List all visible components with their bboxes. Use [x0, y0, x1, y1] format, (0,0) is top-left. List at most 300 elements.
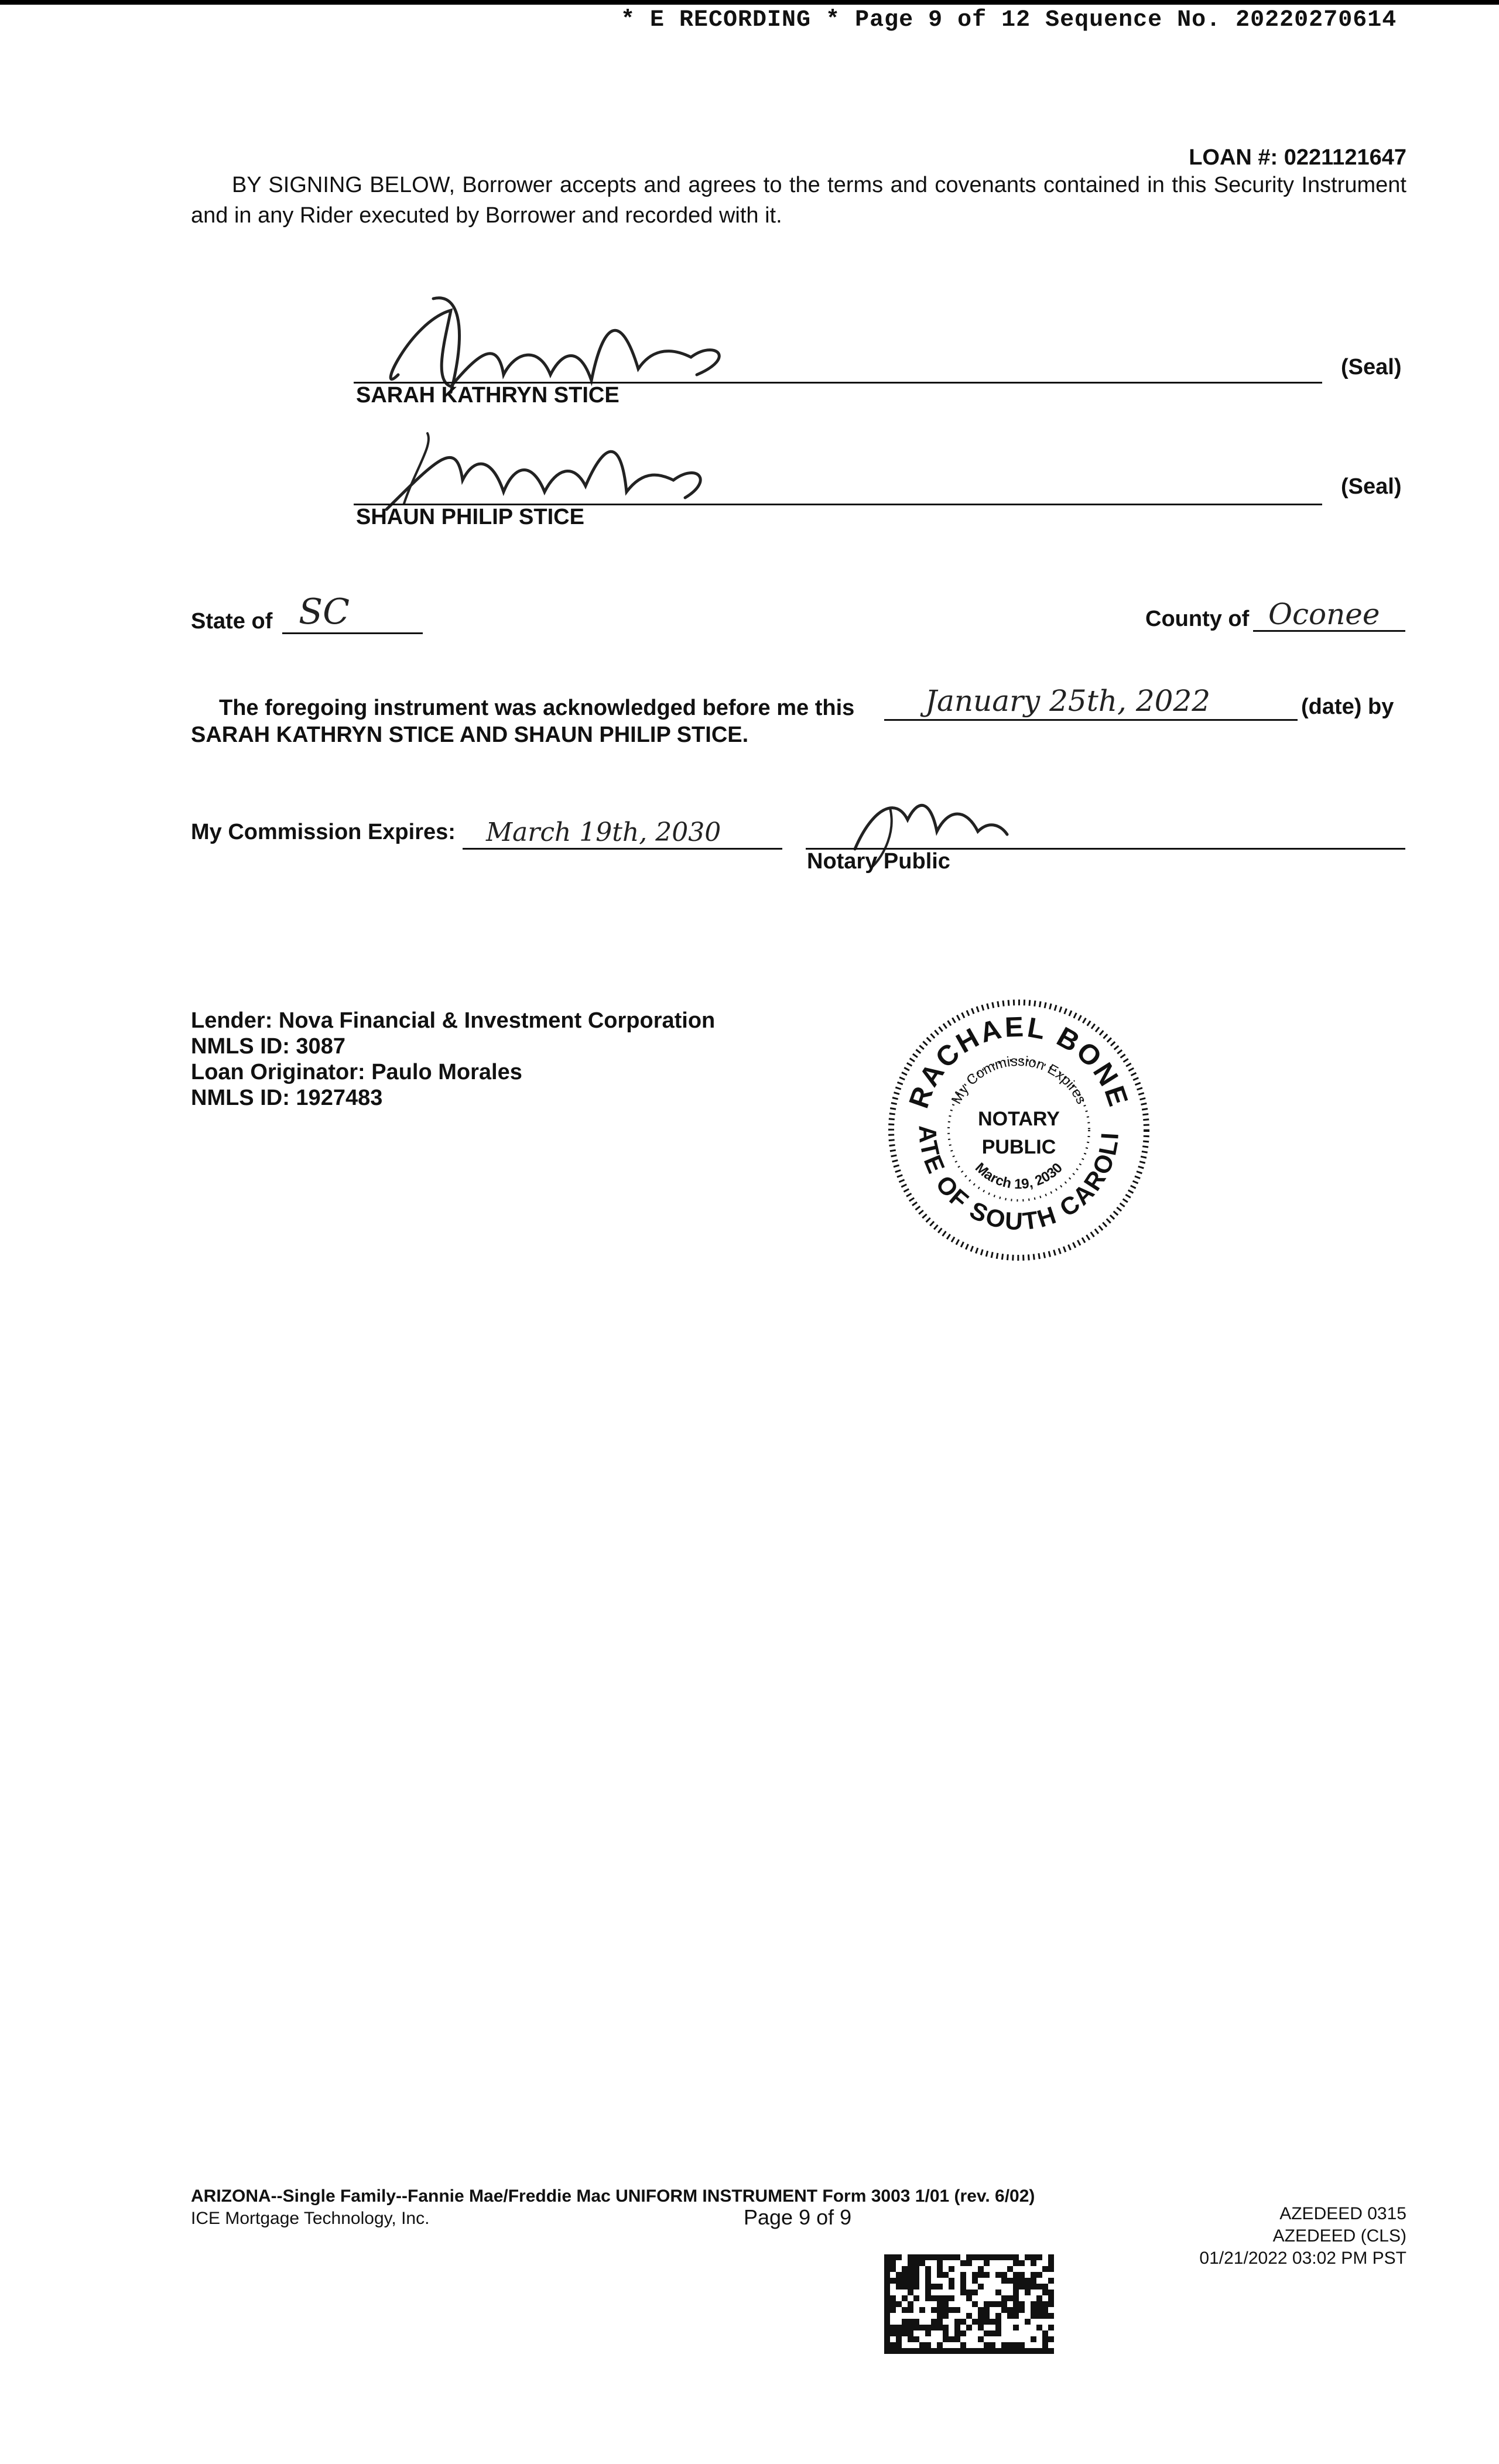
barcode-cell [1042, 2301, 1048, 2307]
barcode-cell [978, 2325, 984, 2330]
barcode-cell [884, 2301, 890, 2307]
barcode-cell [896, 2254, 902, 2260]
barcode-cell [919, 2307, 925, 2313]
barcode-cell [908, 2307, 913, 2313]
barcode-cell [1031, 2348, 1036, 2354]
barcode-cell [884, 2290, 890, 2295]
barcode-cell [902, 2272, 908, 2278]
footer-form-line: ARIZONA--Single Family--Fannie Mae/Freddie Mac UNIFORM INSTRUMENT Form 3003 1/01 (rev. 6/02) [191, 2186, 1035, 2206]
barcode-cell [931, 2284, 937, 2290]
barcode-cell [1025, 2254, 1031, 2260]
barcode-cell [937, 2325, 943, 2330]
barcode-cell [943, 2330, 949, 2336]
barcode-cell [1007, 2307, 1013, 2313]
barcode-cell [990, 2330, 995, 2336]
barcode-cell [1007, 2254, 1013, 2260]
barcode-cell [890, 2330, 896, 2336]
barcode-cell [978, 2313, 984, 2319]
barcode-cell [978, 2284, 984, 2290]
barcode-cell [1001, 2342, 1007, 2348]
barcode-cell [995, 2290, 1001, 2295]
barcode-cell [943, 2348, 949, 2354]
barcode-cell [1048, 2278, 1054, 2284]
barcode-cell [902, 2307, 908, 2313]
barcode-cell [1019, 2284, 1025, 2290]
barcode-cell [925, 2278, 931, 2284]
barcode-cell [978, 2336, 984, 2342]
barcode-cell [1001, 2278, 1007, 2284]
barcode-cell [1042, 2336, 1048, 2342]
loan-number: LOAN #: 0221121647 [1189, 145, 1406, 170]
barcode-cell [890, 2295, 896, 2301]
barcode-cell [960, 2348, 966, 2354]
barcode-cell [884, 2348, 890, 2354]
barcode-cell [1007, 2342, 1013, 2348]
barcode-cell [1013, 2307, 1019, 2313]
barcode-cell [884, 2295, 890, 2301]
barcode-cell [1048, 2313, 1054, 2319]
barcode-cell [1031, 2301, 1036, 2307]
date-line [884, 719, 1298, 721]
barcode-cell [984, 2348, 990, 2354]
barcode-cell [896, 2301, 902, 2307]
barcode-cell [902, 2284, 908, 2290]
barcode-cell [1031, 2254, 1036, 2260]
barcode-cell [925, 2266, 931, 2272]
barcode-cell [966, 2295, 972, 2301]
seal-public: PUBLIC [981, 1136, 1056, 1158]
barcode-cell [949, 2295, 954, 2301]
barcode-cell [1031, 2307, 1036, 2313]
barcode-cell [960, 2260, 966, 2266]
barcode-cell [960, 2272, 966, 2278]
barcode-cell [1048, 2301, 1054, 2307]
state-value: SC [299, 591, 350, 632]
barcode-cell [937, 2254, 943, 2260]
barcode-cell [990, 2348, 995, 2354]
barcode-cell [978, 2254, 984, 2260]
barcode-cell [1013, 2260, 1019, 2266]
notary-public-label: Notary Public [807, 849, 950, 874]
signing-paragraph: BY SIGNING BELOW, Borrower accepts and agrees to the terms and covenants contained in this Security Instrument and in any Rider executed by Borrower and recorded with it. [191, 173, 1406, 228]
lender-nmls: NMLS ID: 3087 [191, 1034, 345, 1059]
barcode-cell [995, 2301, 1001, 2307]
commission-label: My Commission Expires: [191, 820, 456, 844]
barcode-cell [908, 2336, 913, 2342]
barcode-cell [1001, 2348, 1007, 2354]
barcode-cell [1031, 2313, 1036, 2319]
barcode-cell [925, 2295, 931, 2301]
barcode-cell [1013, 2313, 1019, 2319]
barcode-cell [1036, 2272, 1042, 2278]
barcode-cell [884, 2307, 890, 2313]
barcode-cell [1048, 2260, 1054, 2266]
county-label: County of [1145, 607, 1250, 631]
barcode-cell [908, 2319, 913, 2325]
barcode-cell [1001, 2272, 1007, 2278]
barcode-cell [908, 2325, 913, 2330]
barcode-cell [908, 2330, 913, 2336]
signer-name-2: SHAUN PHILIP STICE [356, 505, 584, 529]
barcode-cell [890, 2266, 896, 2272]
barcode-cell [931, 2319, 937, 2325]
barcode-cell [1019, 2307, 1025, 2313]
barcode-cell [995, 2319, 1001, 2325]
barcode-cell [908, 2301, 913, 2307]
barcode-cell [902, 2348, 908, 2354]
barcode-cell [960, 2278, 966, 2284]
barcode-cell [902, 2266, 908, 2272]
barcode-cell [954, 2307, 960, 2313]
barcode-cell [949, 2348, 954, 2354]
barcode-cell [937, 2319, 943, 2325]
barcode-cell [896, 2325, 902, 2330]
barcode-cell [1042, 2348, 1048, 2354]
barcode-cell [937, 2260, 943, 2266]
seal-label-2: (Seal) [1341, 474, 1402, 499]
barcode-cell [931, 2325, 937, 2330]
footer-code-2: AZEDEED (CLS) [1272, 2226, 1406, 2246]
barcode-cell [884, 2342, 890, 2348]
seal-commission: My Commission Expires [948, 1053, 1090, 1107]
barcode-cell [925, 2348, 931, 2354]
barcode-cell [1013, 2272, 1019, 2278]
svg-text:My Commission Expires [949, 1053, 1090, 1107]
barcode-cell [984, 2307, 990, 2313]
barcode-cell [884, 2330, 890, 2336]
barcode-2d [884, 2254, 1054, 2354]
barcode-cell [943, 2325, 949, 2330]
footer-code-1: AZEDEED 0315 [1279, 2204, 1406, 2223]
barcode-cell [1031, 2336, 1036, 2342]
barcode-cell [1025, 2290, 1031, 2295]
barcode-cell [1025, 2348, 1031, 2354]
barcode-cell [1042, 2330, 1048, 2336]
barcode-cell [896, 2278, 902, 2284]
notary-seal-stamp [874, 973, 1154, 1265]
barcode-cell [1001, 2307, 1007, 2313]
barcode-cell [1025, 2319, 1031, 2325]
barcode-cell [1042, 2290, 1048, 2295]
barcode-cell [913, 2319, 919, 2325]
barcode-cell [995, 2330, 1001, 2336]
barcode-cell [966, 2290, 972, 2295]
barcode-cell [1036, 2301, 1042, 2307]
barcode-cell [972, 2254, 978, 2260]
barcode-cell [1019, 2348, 1025, 2354]
barcode-cell [1048, 2290, 1054, 2295]
barcode-cell [908, 2272, 913, 2278]
barcode-cell [931, 2254, 937, 2260]
footer-page-number: Page 9 of 9 [744, 2205, 852, 2229]
barcode-cell [890, 2325, 896, 2330]
barcode-cell [937, 2266, 943, 2272]
barcode-cell [896, 2348, 902, 2354]
barcode-cell [984, 2330, 990, 2336]
barcode-cell [1036, 2307, 1042, 2313]
barcode-cell [925, 2330, 931, 2336]
barcode-cell [1036, 2295, 1042, 2301]
barcode-cell [960, 2319, 966, 2325]
barcode-cell [1013, 2254, 1019, 2260]
barcode-cell [913, 2284, 919, 2290]
barcode-cell [1025, 2284, 1031, 2290]
barcode-cell [943, 2307, 949, 2313]
barcode-cell [954, 2330, 960, 2336]
barcode-cell [978, 2319, 984, 2325]
barcode-cell [978, 2272, 984, 2278]
barcode-cell [1013, 2301, 1019, 2307]
svg-text:March 19, 2030 [972, 1160, 1066, 1192]
acknowledgment-text: The foregoing instrument was acknowledged before me this [219, 696, 855, 720]
barcode-cell [890, 2260, 896, 2266]
barcode-cell [960, 2284, 966, 2290]
state-label: State of [191, 609, 273, 634]
barcode-cell [908, 2278, 913, 2284]
barcode-cell [1048, 2325, 1054, 2330]
barcode-cell [937, 2313, 943, 2319]
barcode-cell [966, 2325, 972, 2330]
barcode-cell [1025, 2278, 1031, 2284]
barcode-cell [1001, 2295, 1007, 2301]
barcode-cell [972, 2272, 978, 2278]
barcode-cell [913, 2325, 919, 2330]
barcode-cell [1013, 2295, 1019, 2301]
barcode-cell [884, 2260, 890, 2266]
state-line [282, 632, 423, 634]
barcode-cell [925, 2342, 931, 2348]
recording-header: * E RECORDING * Page 9 of 12 Sequence No. 20220270614 [621, 7, 1397, 33]
barcode-cell [902, 2325, 908, 2330]
barcode-cell [937, 2348, 943, 2354]
barcode-cell [990, 2301, 995, 2307]
barcode-cell [954, 2254, 960, 2260]
barcode-cell [913, 2260, 919, 2266]
barcode-cell [913, 2266, 919, 2272]
barcode-cell [1007, 2278, 1013, 2284]
barcode-cell [1007, 2348, 1013, 2354]
barcode-cell [890, 2254, 896, 2260]
barcode-cell [937, 2301, 943, 2307]
barcode-cell [913, 2254, 919, 2260]
barcode-cell [1019, 2272, 1025, 2278]
barcode-cell [1048, 2295, 1054, 2301]
barcode-cell [896, 2336, 902, 2342]
barcode-cell [984, 2319, 990, 2325]
barcode-cell [1013, 2290, 1019, 2295]
commission-date: March 19th, 2030 [486, 817, 721, 847]
barcode-cell [990, 2342, 995, 2348]
barcode-cell [931, 2295, 937, 2301]
barcode-cell [943, 2295, 949, 2301]
barcode-cell [937, 2272, 943, 2278]
barcode-cell [990, 2254, 995, 2260]
barcode-cell [931, 2307, 937, 2313]
barcode-cell [960, 2290, 966, 2295]
barcode-cell [937, 2307, 943, 2313]
barcode-cell [984, 2301, 990, 2307]
seal-label-1: (Seal) [1341, 355, 1402, 379]
barcode-cell [931, 2348, 937, 2354]
barcode-cell [1036, 2325, 1042, 2330]
barcode-cell [884, 2325, 890, 2330]
barcode-cell [1031, 2284, 1036, 2290]
barcode-cell [984, 2342, 990, 2348]
barcode-cell [896, 2342, 902, 2348]
barcode-cell [937, 2284, 943, 2290]
barcode-cell [1036, 2284, 1042, 2290]
barcode-cell [949, 2278, 954, 2284]
barcode-cell [943, 2254, 949, 2260]
barcode-cell [913, 2348, 919, 2354]
barcode-cell [1042, 2342, 1048, 2348]
barcode-cell [925, 2254, 931, 2260]
barcode-cell [925, 2284, 931, 2290]
barcode-cell [978, 2307, 984, 2313]
barcode-cell [943, 2313, 949, 2319]
seal-notary: NOTARY [978, 1108, 1060, 1130]
loan-originator: Loan Originator: Paulo Morales [191, 1060, 522, 1084]
barcode-cell [1048, 2254, 1054, 2260]
barcode-cell [919, 2260, 925, 2266]
barcode-cell [1042, 2284, 1048, 2290]
barcode-cell [949, 2266, 954, 2272]
barcode-cell [902, 2278, 908, 2284]
barcode-cell [1013, 2348, 1019, 2354]
barcode-cell [902, 2319, 908, 2325]
barcode-cell [890, 2342, 896, 2348]
barcode-cell [1019, 2342, 1025, 2348]
barcode-cell [884, 2278, 890, 2284]
barcode-cell [984, 2272, 990, 2278]
barcode-cell [902, 2330, 908, 2336]
barcode-cell [1019, 2278, 1025, 2284]
commission-line [463, 848, 782, 850]
barcode-cell [896, 2284, 902, 2290]
acknowledged-names: SARAH KATHRYN STICE AND SHAUN PHILIP STICE. [191, 723, 749, 747]
barcode-cell [995, 2325, 1001, 2330]
barcode-cell [995, 2272, 1001, 2278]
date-suffix: (date) by [1301, 694, 1394, 719]
barcode-cell [890, 2301, 896, 2307]
barcode-cell [966, 2260, 972, 2266]
seal-name: RACHAEL BONE [903, 1011, 1135, 1113]
barcode-cell [919, 2254, 925, 2260]
seal-date: March 19, 2030 [972, 1159, 1066, 1193]
barcode-cell [972, 2290, 978, 2295]
barcode-cell [1031, 2272, 1036, 2278]
barcode-cell [1036, 2313, 1042, 2319]
barcode-cell [1048, 2336, 1054, 2342]
barcode-cell [990, 2319, 995, 2325]
barcode-cell [1042, 2313, 1048, 2319]
barcode-cell [972, 2348, 978, 2354]
barcode-cell [913, 2278, 919, 2284]
barcode-cell [972, 2319, 978, 2325]
barcode-cell [908, 2284, 913, 2290]
barcode-cell [890, 2307, 896, 2313]
barcode-cell [890, 2278, 896, 2284]
barcode-cell [943, 2336, 949, 2342]
county-value: Oconee [1268, 597, 1380, 631]
barcode-cell [913, 2295, 919, 2301]
barcode-cell [884, 2284, 890, 2290]
barcode-cell [925, 2272, 931, 2278]
barcode-cell [1042, 2266, 1048, 2272]
barcode-cell [1013, 2325, 1019, 2330]
barcode-cell [995, 2348, 1001, 2354]
barcode-cell [943, 2301, 949, 2307]
seal-state: STATE OF SOUTH CAROLINA [874, 973, 1124, 1236]
barcode-cell [913, 2272, 919, 2278]
barcode-cell [1031, 2260, 1036, 2266]
barcode-cell [966, 2348, 972, 2354]
barcode-cell [908, 2260, 913, 2266]
barcode-cell [978, 2348, 984, 2354]
top-border [0, 0, 1499, 5]
barcode-cell [984, 2260, 990, 2266]
barcode-cell [960, 2330, 966, 2336]
barcode-cell [925, 2325, 931, 2330]
barcode-cell [954, 2348, 960, 2354]
barcode-cell [1013, 2284, 1019, 2290]
barcode-cell [884, 2336, 890, 2342]
barcode-cell [954, 2325, 960, 2330]
barcode-cell [884, 2319, 890, 2325]
barcode-cell [995, 2313, 1001, 2319]
barcode-cell [884, 2272, 890, 2278]
footer-timestamp: 01/21/2022 03:02 PM PST [1199, 2249, 1406, 2268]
barcode-cell [949, 2284, 954, 2290]
barcode-cell [884, 2313, 890, 2319]
barcode-cell [908, 2266, 913, 2272]
barcode-cell [890, 2348, 896, 2354]
barcode-cell [1036, 2254, 1042, 2260]
barcode-cell [937, 2295, 943, 2301]
barcode-cell [984, 2313, 990, 2319]
barcode-cell [949, 2307, 954, 2313]
barcode-cell [954, 2336, 960, 2342]
barcode-cell [1048, 2348, 1054, 2354]
barcode-cell [1042, 2307, 1048, 2313]
barcode-cell [954, 2319, 960, 2325]
barcode-cell [1013, 2342, 1019, 2348]
barcode-cell [1036, 2348, 1042, 2354]
barcode-cell [919, 2342, 925, 2348]
barcode-cell [995, 2254, 1001, 2260]
barcode-cell [1048, 2266, 1054, 2272]
barcode-cell [1019, 2260, 1025, 2266]
footer-company: ICE Mortgage Technology, Inc. [191, 2209, 430, 2228]
barcode-cell [884, 2254, 890, 2260]
barcode-cell [1031, 2278, 1036, 2284]
barcode-cell [1001, 2254, 1007, 2260]
barcode-cell [1001, 2301, 1007, 2307]
barcode-cell [966, 2254, 972, 2260]
barcode-cell [943, 2272, 949, 2278]
barcode-cell [960, 2342, 966, 2348]
barcode-cell [908, 2254, 913, 2260]
barcode-cell [908, 2348, 913, 2354]
barcode-cell [1013, 2278, 1019, 2284]
barcode-cell [919, 2325, 925, 2330]
barcode-cell [949, 2254, 954, 2260]
barcode-cell [972, 2278, 978, 2284]
barcode-cell [949, 2336, 954, 2342]
barcode-cell [1019, 2301, 1025, 2307]
originator-nmls: NMLS ID: 1927483 [191, 1086, 383, 1110]
barcode-cell [902, 2295, 908, 2301]
